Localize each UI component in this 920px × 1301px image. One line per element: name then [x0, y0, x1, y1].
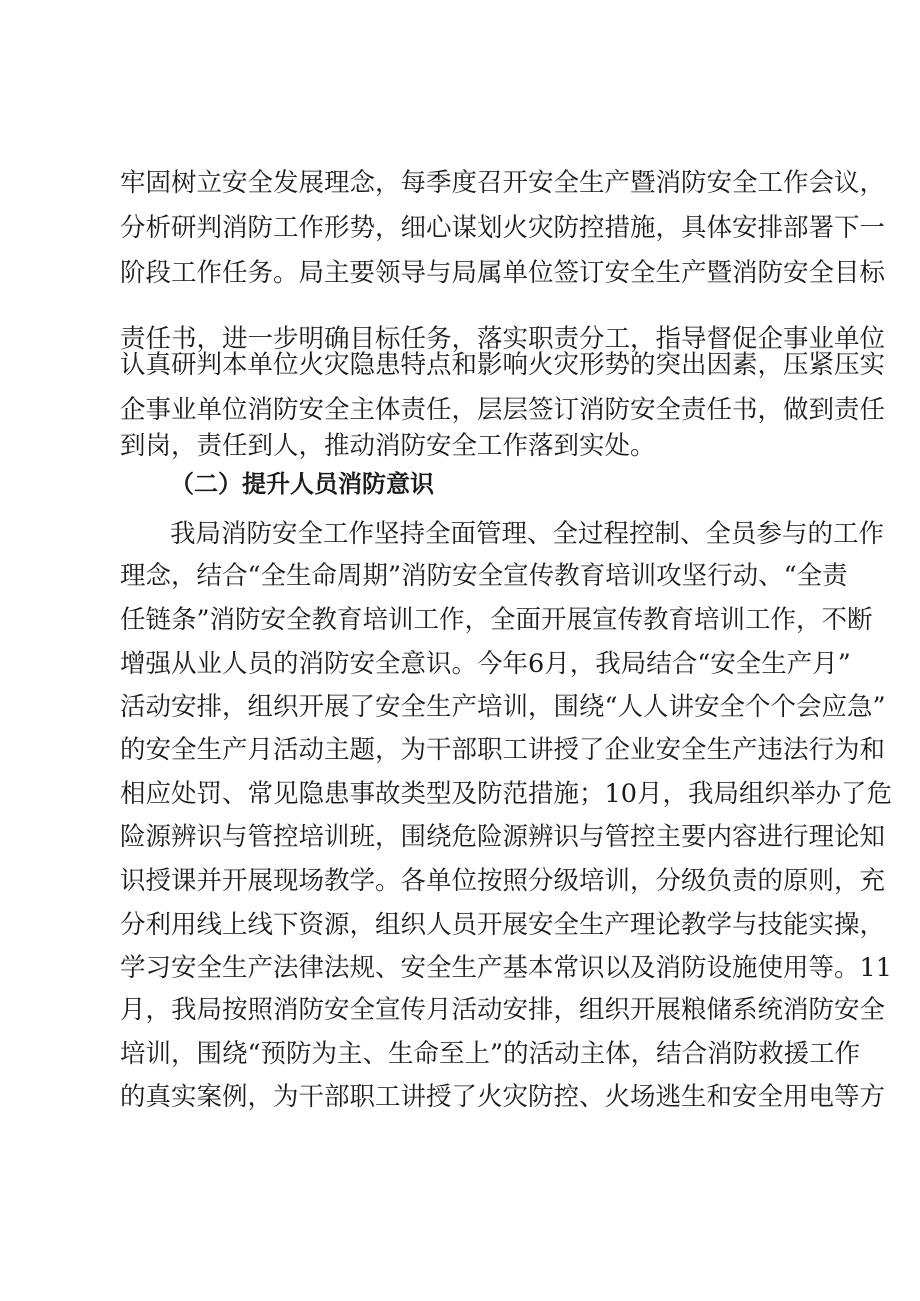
paragraph-2-line: 分利用线上线下资源，组织人员开展安全生产理论教学与技能实操，: [120, 910, 886, 940]
paragraph-2-line: 的真实案例，为干部职工讲授了火灾防控、火场逃生和安全用电等方: [120, 1082, 886, 1112]
paragraph-1-line: 认真研判本单位火灾隐患特点和影响火灾形势的突出因素，压紧压实: [120, 350, 886, 380]
paragraph-2-line: 月，我局按照消防安全宣传月活动安排，组织开展粮储系统消防安全: [120, 995, 886, 1025]
paragraph-2-line: 的安全生产月活动主题，为干部职工讲授了企业安全生产违法行为和: [120, 735, 886, 765]
paragraph-2-line: 学习安全生产法律法规、安全生产基本常识以及消防设施使用等。11: [120, 953, 892, 983]
paragraph-2-line: 我局消防安全工作坚持全面管理、全过程控制、全员参与的工作: [170, 519, 885, 549]
paragraph-2-line: 相应处罚、常见隐患事故类型及防范措施；10月，我局组织举办了危: [120, 779, 892, 809]
paragraph-2-line: 险源辨识与管控培训班，围绕危险源辨识与管控主要内容进行理论知: [120, 822, 886, 852]
paragraph-2-line: 活动安排，组织开展了安全生产培训，围绕“人人讲安全个个会应急”: [120, 692, 886, 722]
paragraph-1-line: 责任书，进一步明确目标任务，落实职责分工，指导督促企事业单位: [120, 324, 886, 354]
paragraph-2-line: 培训，围绕“预防为主、生命至上”的活动主体，结合消防救援工作: [120, 1039, 861, 1069]
paragraph-1-line: 到岗，责任到人，推动消防安全工作落到实处。: [120, 431, 656, 461]
paragraph-2-line: 任链条”消防安全教育培训工作，全面开展宣传教育培训工作，不断: [120, 605, 873, 635]
paragraph-2-line: 增强从业人员的消防安全意识。今年6月，我局结合“安全生产月”: [120, 649, 851, 679]
paragraph-2-line: 理念，结合“全生命周期”消防安全宣传教育培训攻坚行动、“全责: [120, 561, 848, 591]
paragraph-1-line: 牢固树立安全发展理念，每季度召开安全生产暨消防安全工作会议，: [120, 168, 886, 198]
paragraph-1-line: 分析研判消防工作形势，细心谋划火灾防控措施，具体安排部署下一: [120, 213, 886, 243]
paragraph-1-line: 企事业单位消防安全主体责任，层层签订消防安全责任书，做到责任: [120, 395, 886, 425]
paragraph-2-line: 识授课并开展现场教学。各单位按照分级培训，分级负责的原则，充: [120, 866, 886, 896]
section-heading: （二）提升人员消防意识: [170, 470, 434, 498]
paragraph-1-line: 阶段工作任务。局主要领导与局属单位签订安全生产暨消防安全目标: [120, 258, 886, 288]
